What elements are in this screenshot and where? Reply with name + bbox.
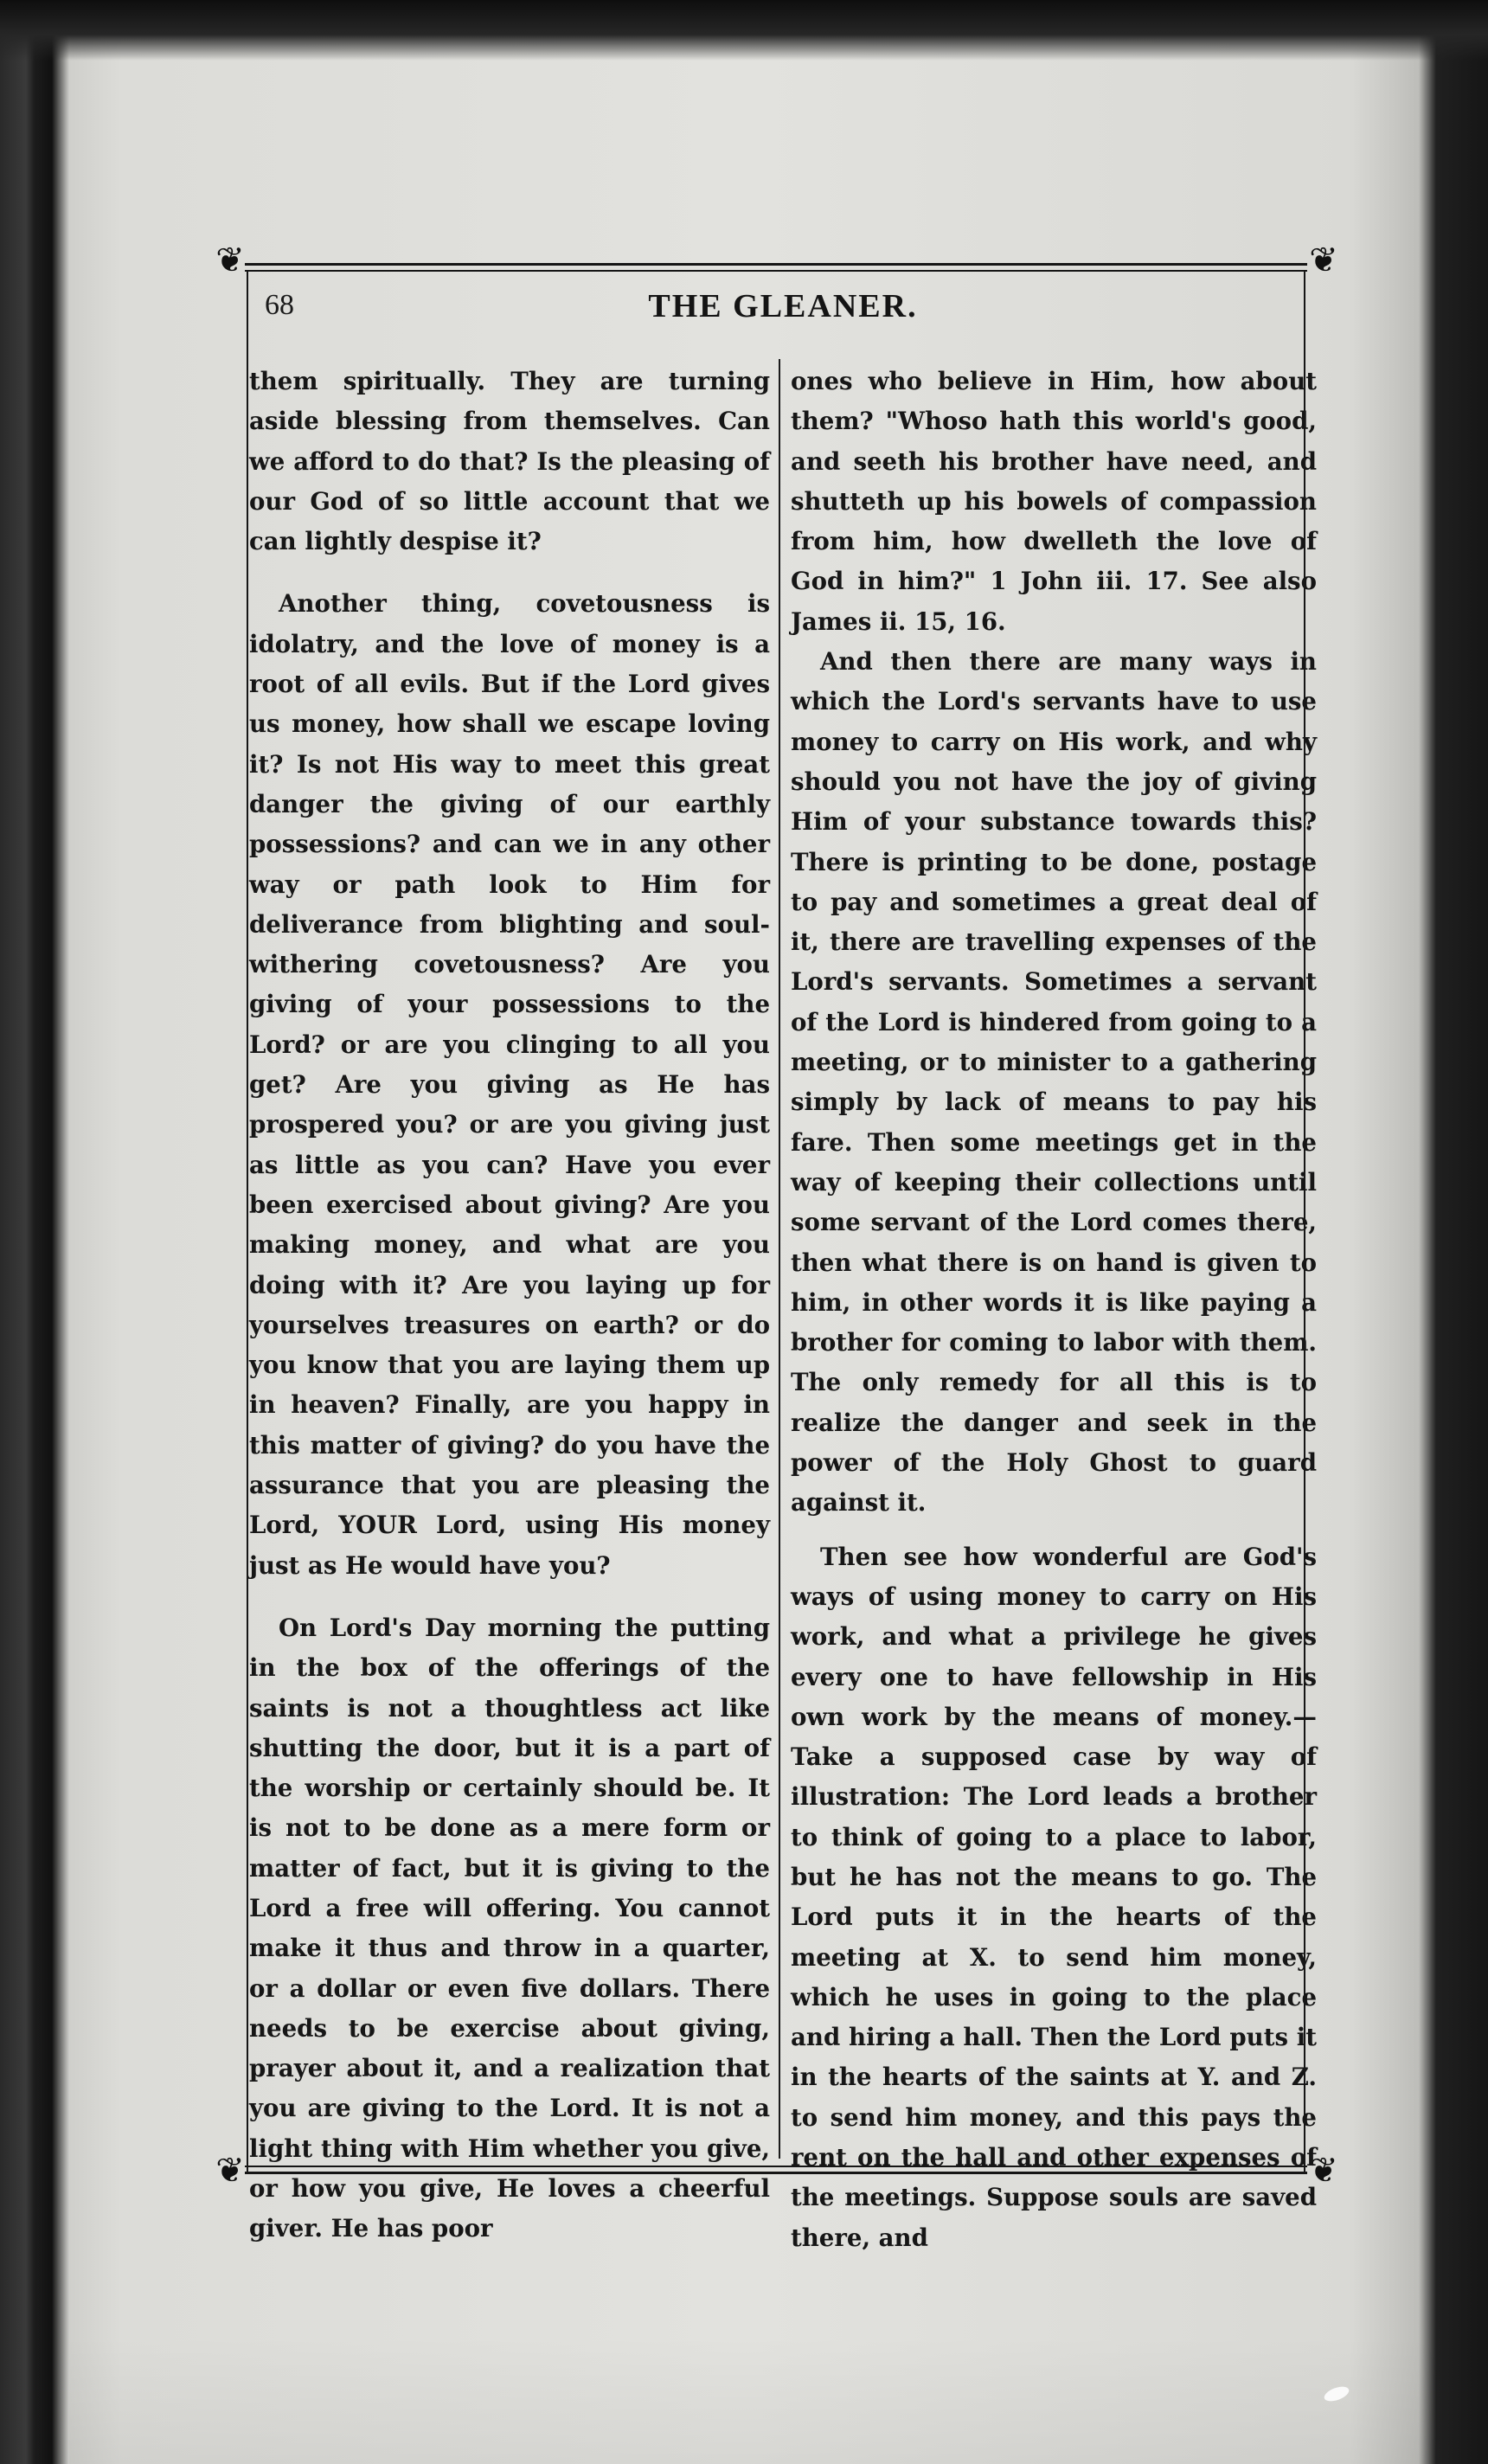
paragraph: Then see how wonderful are God's ways of using money to carry on His work, and what a privilege he gives every one to have fellowship in His own work by the means of money.— Take a supposed case by way of illustration: The Lord leads a brother to think of going to a place to labor, but he has not the means to go. The Lord puts it in the hearts of the meeting at X. to send him money, which he uses in going to the place and hiring a hall. Then the Lord puts it in the hearts of the saints at Y. and Z. to send him money, and this pays the rent on the hall and other expenses of the meetings. Suppose souls are saved there, and [791, 1542, 1317, 2252]
column-divider [779, 359, 780, 2159]
corner-ornament-icon: ❦ [1309, 241, 1338, 280]
page-number: 68 [265, 289, 294, 321]
right-column [791, 362, 1317, 2252]
top-double-rule [245, 263, 1307, 266]
paragraph: them spiritually. They are turning aside blessing from themselves. Can we afford to do that? Is the pleasing of our God of so little account that we can lightly despise it? [249, 367, 770, 556]
corner-ornament-icon: ❦ [215, 241, 245, 280]
paragraph: On Lord's Day morning the putting in the box of the offerings of the saints is not a thoughtless act like shutting the door, but it is a part of the worship or certainly should be. It is not to be done as a mere form or matter of fact, but it is giving to the Lord a free will offering. You cannot make it thus and throw in a quarter, or a dollar or even five dollars. There needs to be exercise about giving, prayer about it, and a realization that you are giving to the Lord. It is not a light thing with Him whether you give, or how you give, He loves a cheerful giver. He has poor [249, 1613, 770, 2243]
corner-ornament-icon: ❦ [1309, 2151, 1338, 2191]
book-binding-shadow [0, 0, 1488, 61]
running-head: THE GLEANER. [648, 288, 918, 324]
corner-ornament-icon: ❦ [215, 2151, 245, 2191]
paragraph: Another thing, covetousness is idolatry, and the love of money is a root of all evils. But if the Lord gives us money, how shall we escape loving it? Is not His way to meet this great danger the giving of our earthly possessions? and can we in any other way or path look to Him for deliverance from blighting and soul-withering covetousness? Are you giving of your possessions to the Lord? or are you clinging to all you get? Are you giving as He has prospered you? or are you giving just as little as you can? Have you ever been exercised about giving? Are you making money, and what are you doing with it? Are you laying up for yourselves treasures on earth? or do you know that you are laying them up in heaven? Finally, are you happy in this matter of giving? do you have the assurance that you are pleasing the Lord, YOUR Lord, using His money just as He would have you? [249, 589, 770, 1580]
page-bottom-shade [69, 2336, 1436, 2464]
paragraph: And then there are many ways in which the Lord's servants have to use money to carry on His work, and why should you not have the joy of giving Him of your substance towards this? There is printing to be done, postage to pay and sometimes a great deal of it, there are travelling expenses of the Lord's servants. Sometimes a servant of the Lord is hindered from going to a meeting, or to minister to a gathering simply by lack of means to pay his fare. Then some meetings get in the way of keeping their collections until some servant of the Lord comes there, then what there is on hand is given to him, in other words it is like paying a brother for coming to labor with them. The only remedy for all this is to realize the danger and seek in the power of the Holy Ghost to guard against it. [791, 647, 1317, 1518]
page-header [260, 286, 1306, 337]
top-inner-rule [245, 270, 1307, 272]
left-rule [247, 270, 248, 2172]
paragraph: ones who believe in Him, how about them? "Whoso hath this world's good, and seeth his brother have need, and shutteth up his bowels of compassion from him, how dwelleth the love of God in him?" 1 John iii. 17. See also James ii. 15, 16. [791, 367, 1317, 636]
left-column [249, 362, 770, 2243]
